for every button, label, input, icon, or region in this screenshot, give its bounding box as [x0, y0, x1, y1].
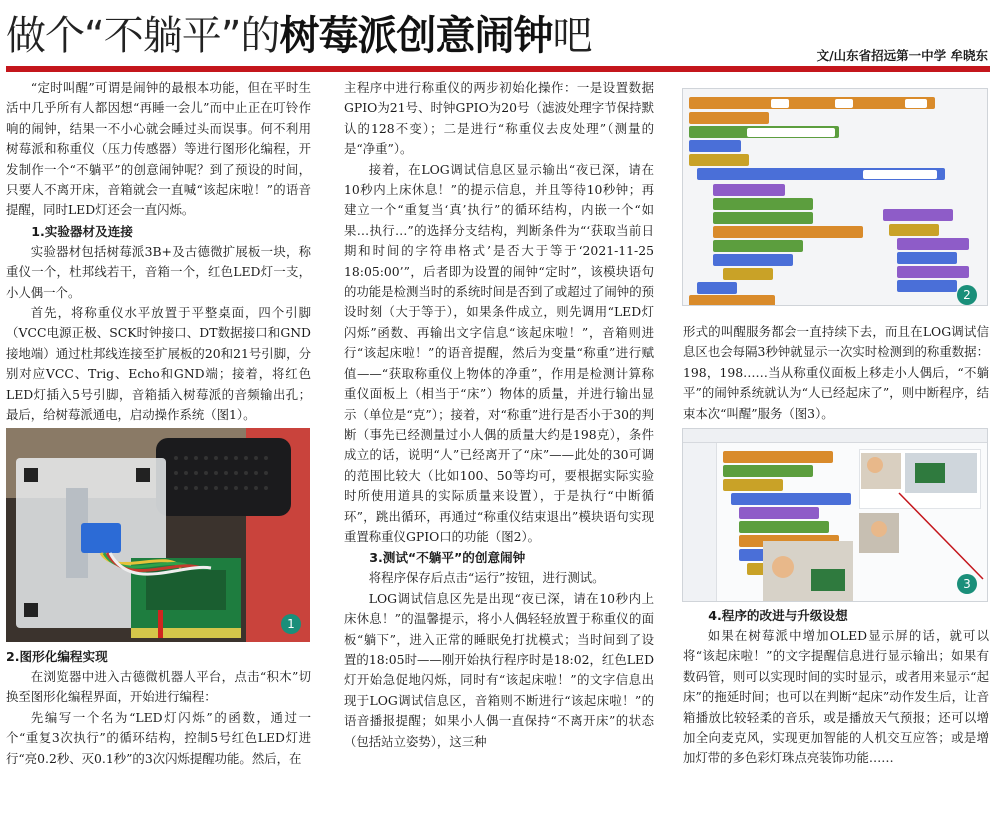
article-title	[6, 12, 591, 60]
column-3-bottom	[683, 605, 989, 769]
header-rule	[6, 66, 990, 72]
break-loop-block	[723, 268, 773, 280]
repeat-3-block	[889, 224, 939, 236]
figure-1-badge: 1	[281, 614, 301, 634]
assign-weight-block	[713, 226, 863, 238]
column-3-paragraph-1: 形式的叫醒服务都会一直持续下去，而且在LOG调试信息区也会每隔3秒钟就显示一次实时检测到的称重数据：198，198……当从称重仪面板上移走小人偶后，“不躺平”的闹钟系统就认为“人已经起床了”，则中断程序，结束本次“叫醒”服务（图3）。	[683, 324, 989, 421]
gpio-init-block	[689, 97, 935, 109]
figure-3-test-screenshot	[682, 428, 988, 602]
figure-2-program-screenshot	[682, 88, 988, 306]
gpio-data-input	[771, 99, 789, 108]
column-2-paragraph-1: 主程序中进行称重仪的两步初始化操作：一是设置数据GPIO为21号、时钟GPIO为20号（滤波处理字节保持默认的128不变）；二是进行“称重仪去皮处理”（测量的是“净重”）。	[344, 80, 654, 157]
section-4-paragraph-1: 如果在树莓派中增加OLED显示屏的话，就可以将“该起床啦！”的文字提醒信息进行显示输出；如果有数码管，则可以实现时间的实时显示，或者用来显示“起床”的拖延时间；也可以在判断“起床”动作发生后，让音箱播放比较轻柔的音乐，或是播放天气预报；还可以增加全向麦克风，实现更加智能的人机交互应答；或是增加灯带的多色彩灯珠点亮装饰功能……	[683, 628, 989, 766]
byline: 文/山东省招远第一中学 牟晓东	[816, 48, 988, 63]
section-3-paragraph-1: 将程序保存后点击“运行”按钮，进行测试。	[368, 570, 605, 586]
if-weight-block	[713, 254, 793, 266]
output-weight-block	[713, 240, 803, 252]
tare-block	[689, 112, 769, 124]
column-1	[6, 78, 311, 426]
title-part-3: 吧	[552, 13, 592, 59]
raspberry-pi-setup-illustration	[6, 428, 310, 642]
repeat-while-block	[689, 154, 749, 166]
led-on-block	[897, 238, 969, 250]
column-1-bottom	[6, 646, 311, 769]
function-def-block	[883, 209, 953, 221]
wait-3-block	[697, 282, 737, 294]
section-4-heading: 4.程序的改进与升级设想	[708, 608, 848, 623]
scale-exit-block	[689, 295, 775, 306]
gpio-clock-input	[835, 99, 853, 108]
section-2-paragraph-2: 先编写一个名为“LED灯闪烁”的函数，通过一个“重复3次执行”的循环结构，控制5号红色LED灯进行“亮0.2秒、灭0.1秒”的3次闪烁提醒功能。然后，在	[6, 709, 311, 766]
section-1-paragraph-1: 实验器材包括树莓派3B+及古德微扩展板一块，称重仪一个，杜邦线若干，音箱一个，红色LED灯一支，小人偶一个。	[6, 243, 311, 300]
section-1-paragraph-2: 首先，将称重仪水平放置于平整桌面，四个引脚（VCC电源正极、SCK时钟接口、DT数据接口和GND接地端）通过杜邦线连接至扩展板的20和21号引脚，分别对应VCC、Trig、Echo和GND端；接着，将红色LED灯插入5号引脚，音箱插入树莓派的音频输出孔；最后，给树莓派通电，启动操作系统（图1）。	[6, 305, 311, 423]
figure-2-badge: 2	[957, 285, 977, 305]
log-text-input	[747, 128, 835, 137]
section-3-heading: 3.测试“不躺平”的创意闹钟	[369, 550, 526, 566]
led-off-block	[897, 266, 969, 278]
wait-on-block	[897, 252, 957, 264]
title-part-2: 树莓派创意闹钟	[279, 13, 553, 59]
wait-off-block	[897, 280, 957, 292]
speak-block	[713, 212, 813, 224]
column-2	[344, 78, 654, 752]
test-photos	[683, 429, 988, 602]
output-wake-block	[713, 198, 813, 210]
section-1-heading: 1.实验器材及连接	[31, 223, 133, 239]
wait-block	[689, 140, 741, 152]
section-2-paragraph-1: 在浏览器中进入古德微机器人平台，点击“积木”切换至图形化编程界面，开始进行编程：	[6, 669, 311, 705]
column-3-top	[683, 322, 989, 424]
section-2-heading: 2.图形化编程实现	[6, 649, 108, 664]
column-2-paragraph-2: 接着，在LOG调试信息区显示输出“夜已深，请在10秒内上床休息！”的提示信息，并且等待10秒钟；再建立一个“重复当‘真’执行”的循环结构，内嵌一个“如果…执行…”的选择分支结构，判断条件为“‘获取当前日期和时间的字符串格式’是否大于等于‘2021-11-25 18:05:00’”，后者即为设置的闹钟“定时”，该模块语句的功能是检测当时的系统时间是否到了或超过了闹钟的预设时刻（大于等于），如果条件成立，则先调用“LED灯闪烁”函数、再输出文字信息“该起床啦！”，音箱则进行“该起床啦！”的语音提醒，然后为变量“称重”进行赋值——“获取称重仪上物体的净重”，作用是检测计算称重仪面板上（相当于“床”）物体的质量，并进行输出显示（单位是“克”）；接着，对“称重”进行是否小于30的判断（事先已经测量过小人偶的质量大约是198克），条件成立的话，说明“人”已经离开了“床”——此处的30可调的范围比较大（比如100、50等均可，要根据实际实验时所使用道具的实际质量来设置），于是执行“中断循环”，跳出循环，再通过“称重仪结束退出”模块语句实现重置称重仪GPIO口的功能（图2）。	[344, 161, 654, 544]
filter-byte-input	[905, 99, 927, 108]
title-part-1: 做个“不躺平”的	[6, 13, 280, 59]
call-led-block	[713, 184, 785, 196]
figure-1-photo	[6, 428, 310, 642]
section-3-paragraph-2: LOG调试信息区先是出现“夜已深，请在10秒内上床休息！”的温馨提示，将小人偶轻轻放置于称重仪的面板“躺下”，进入正常的睡眠免打扰模式；当时间到了设置的18:05时——刚开始执行程序时是18:02，红色LED灯开始急促地闪烁，同时有“该起床啦！”的文字信息出现于LOG调试信息区，音箱则不断进行“该起床啦！”的语音播报提醒；如果小人偶一直保持“不离开床”的状态（包括站立姿势），这三种	[344, 590, 654, 749]
intro-paragraph: “定时叫醒”可谓是闹钟的最根本功能，但在平时生活中几乎所有人都因想“再睡一会儿”而中止正在叮铃作响的闹钟，结果一不小心就会睡过头而误事。何不利用树莓派和称重仪（压力传感器）等进行图形化编程，开发制作一个“不躺平”的创意闹钟呢？到了预设的时间，只要人不离开床，音箱就会一直喊“该起床啦！”的语音提醒，同时LED灯还会一直闪烁。	[6, 80, 311, 218]
datetime-input	[863, 170, 937, 179]
figure-3-badge: 3	[957, 574, 977, 594]
